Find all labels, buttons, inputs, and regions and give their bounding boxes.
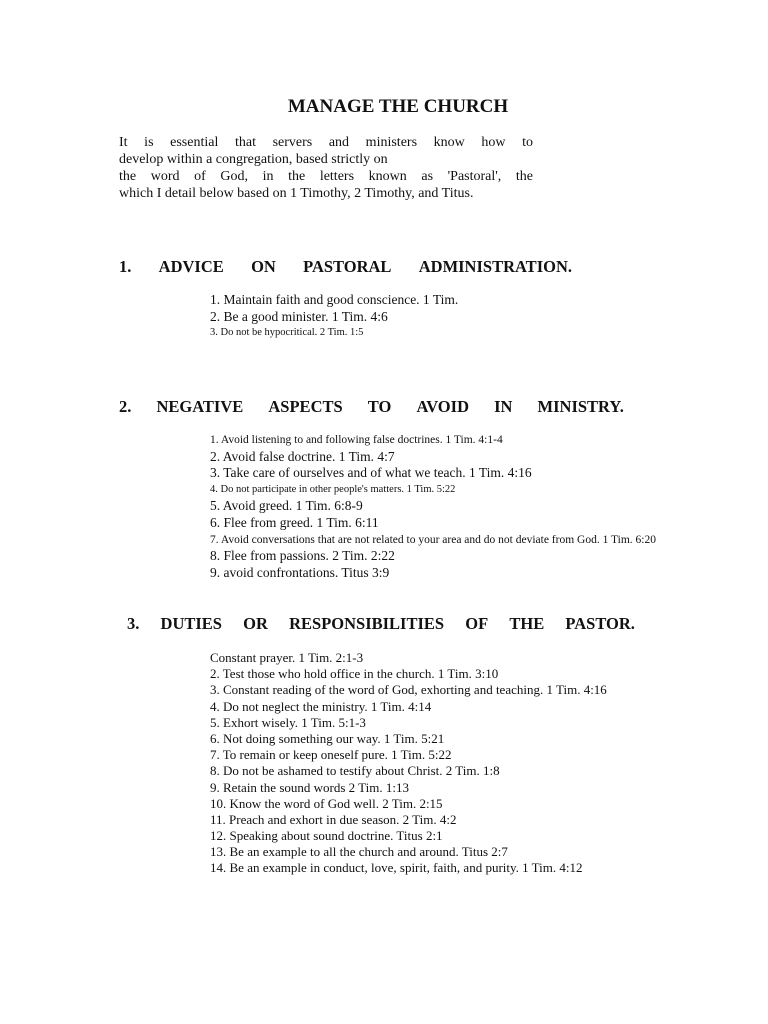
list-item: 11. Preach and exhort in due season. 2 Tim. 4:2 bbox=[210, 811, 457, 827]
list-item: 6. Not doing something our way. 1 Tim. 5:21 bbox=[210, 730, 445, 746]
list-item: 5. Exhort wisely. 1 Tim. 5:1-3 bbox=[210, 714, 366, 730]
negative-aspects-list bbox=[210, 432, 656, 581]
heading-word: RESPONSIBILITIES bbox=[289, 614, 445, 633]
heading-word: ON bbox=[251, 257, 276, 276]
list-item: 2. Avoid false doctrine. 1 Tim. 4:7 bbox=[210, 448, 395, 464]
list-item: 12. Speaking about sound doctrine. Titus 2:1 bbox=[210, 828, 443, 844]
section-heading-advice bbox=[119, 257, 572, 277]
intro-line: It is essential that servers and ministers know how to bbox=[119, 135, 533, 150]
heading-word: PASTOR. bbox=[565, 614, 635, 633]
heading-word: ADVICE bbox=[158, 257, 224, 276]
heading-word: AVOID bbox=[416, 397, 469, 416]
intro-line: develop within a congregation, based strictly on bbox=[119, 152, 388, 167]
intro-line: which I detail below based on 1 Timothy, 2 Timothy, and Titus. bbox=[119, 186, 474, 201]
list-item: 13. Be an example to all the church and around. Titus 2:7 bbox=[210, 844, 508, 860]
section-heading-duties bbox=[127, 614, 635, 634]
intro-paragraph bbox=[119, 134, 533, 202]
list-item: 4. Do not participate in other people's matters. 1 Tim. 5:22 bbox=[210, 483, 456, 495]
heading-word: ASPECTS bbox=[268, 397, 343, 416]
list-item: 5. Avoid greed. 1 Tim. 6:8-9 bbox=[210, 498, 363, 514]
list-item: 2. Be a good minister. 1 Tim. 4:6 bbox=[210, 308, 388, 324]
heading-word: PASTORAL bbox=[303, 257, 392, 276]
heading-word: NEGATIVE bbox=[156, 397, 244, 416]
heading-word: OR bbox=[243, 614, 268, 633]
duties-list bbox=[210, 650, 607, 877]
list-item: 2. Test those who hold office in the church. 1 Tim. 3:10 bbox=[210, 666, 499, 682]
section-heading-negative-aspects bbox=[119, 397, 624, 417]
intro-line: the word of God, in the letters known as 'Pastoral', the bbox=[119, 169, 533, 184]
list-item: 3. Take care of ourselves and of what we teach. 1 Tim. 4:16 bbox=[210, 465, 532, 481]
page-title: MANAGE THE CHURCH bbox=[287, 96, 509, 117]
heading-word: DUTIES bbox=[160, 614, 222, 633]
heading-word: 2. bbox=[119, 397, 132, 416]
list-item: 10. Know the word of God well. 2 Tim. 2:15 bbox=[210, 795, 443, 811]
heading-word: THE bbox=[509, 614, 545, 633]
list-item: 8. Do not be ashamed to testify about Christ. 2 Tim. 1:8 bbox=[210, 763, 500, 779]
list-item: 3. Do not be hypocritical. 2 Tim. 1:5 bbox=[210, 327, 364, 338]
list-item: 4. Do not neglect the ministry. 1 Tim. 4:14 bbox=[210, 698, 432, 714]
list-item: 1. Avoid listening to and following false doctrines. 1 Tim. 4:1-4 bbox=[210, 434, 503, 446]
advice-list bbox=[210, 292, 458, 342]
list-item: 9. avoid confrontations. Titus 3:9 bbox=[210, 564, 390, 580]
heading-word: OF bbox=[465, 614, 489, 633]
list-item: 7. To remain or keep oneself pure. 1 Tim. 5:22 bbox=[210, 747, 452, 763]
list-item: 3. Constant reading of the word of God, exhorting and teaching. 1 Tim. 4:16 bbox=[210, 682, 607, 698]
list-item: 8. Flee from passions. 2 Tim. 2:22 bbox=[210, 548, 395, 564]
heading-word: MINISTRY. bbox=[537, 397, 624, 416]
list-item: 6. Flee from greed. 1 Tim. 6:11 bbox=[210, 514, 379, 530]
list-item: 9. Retain the sound words 2 Tim. 1:13 bbox=[210, 779, 409, 795]
heading-word: 1. bbox=[119, 257, 132, 276]
heading-word: 3. bbox=[127, 614, 140, 633]
heading-word: IN bbox=[494, 397, 513, 416]
heading-word: TO bbox=[367, 397, 392, 416]
heading-word: ADMINISTRATION. bbox=[418, 257, 572, 276]
list-item: Constant prayer. 1 Tim. 2:1-3 bbox=[210, 650, 364, 665]
list-item: 14. Be an example in conduct, love, spirit, faith, and purity. 1 Tim. 4:12 bbox=[210, 860, 583, 876]
list-item: 1. Maintain faith and good conscience. 1 Tim. bbox=[210, 292, 459, 307]
list-item: 7. Avoid conversations that are not related to your area and do not deviate from God. 1 Tim. 6:20 bbox=[210, 533, 656, 546]
